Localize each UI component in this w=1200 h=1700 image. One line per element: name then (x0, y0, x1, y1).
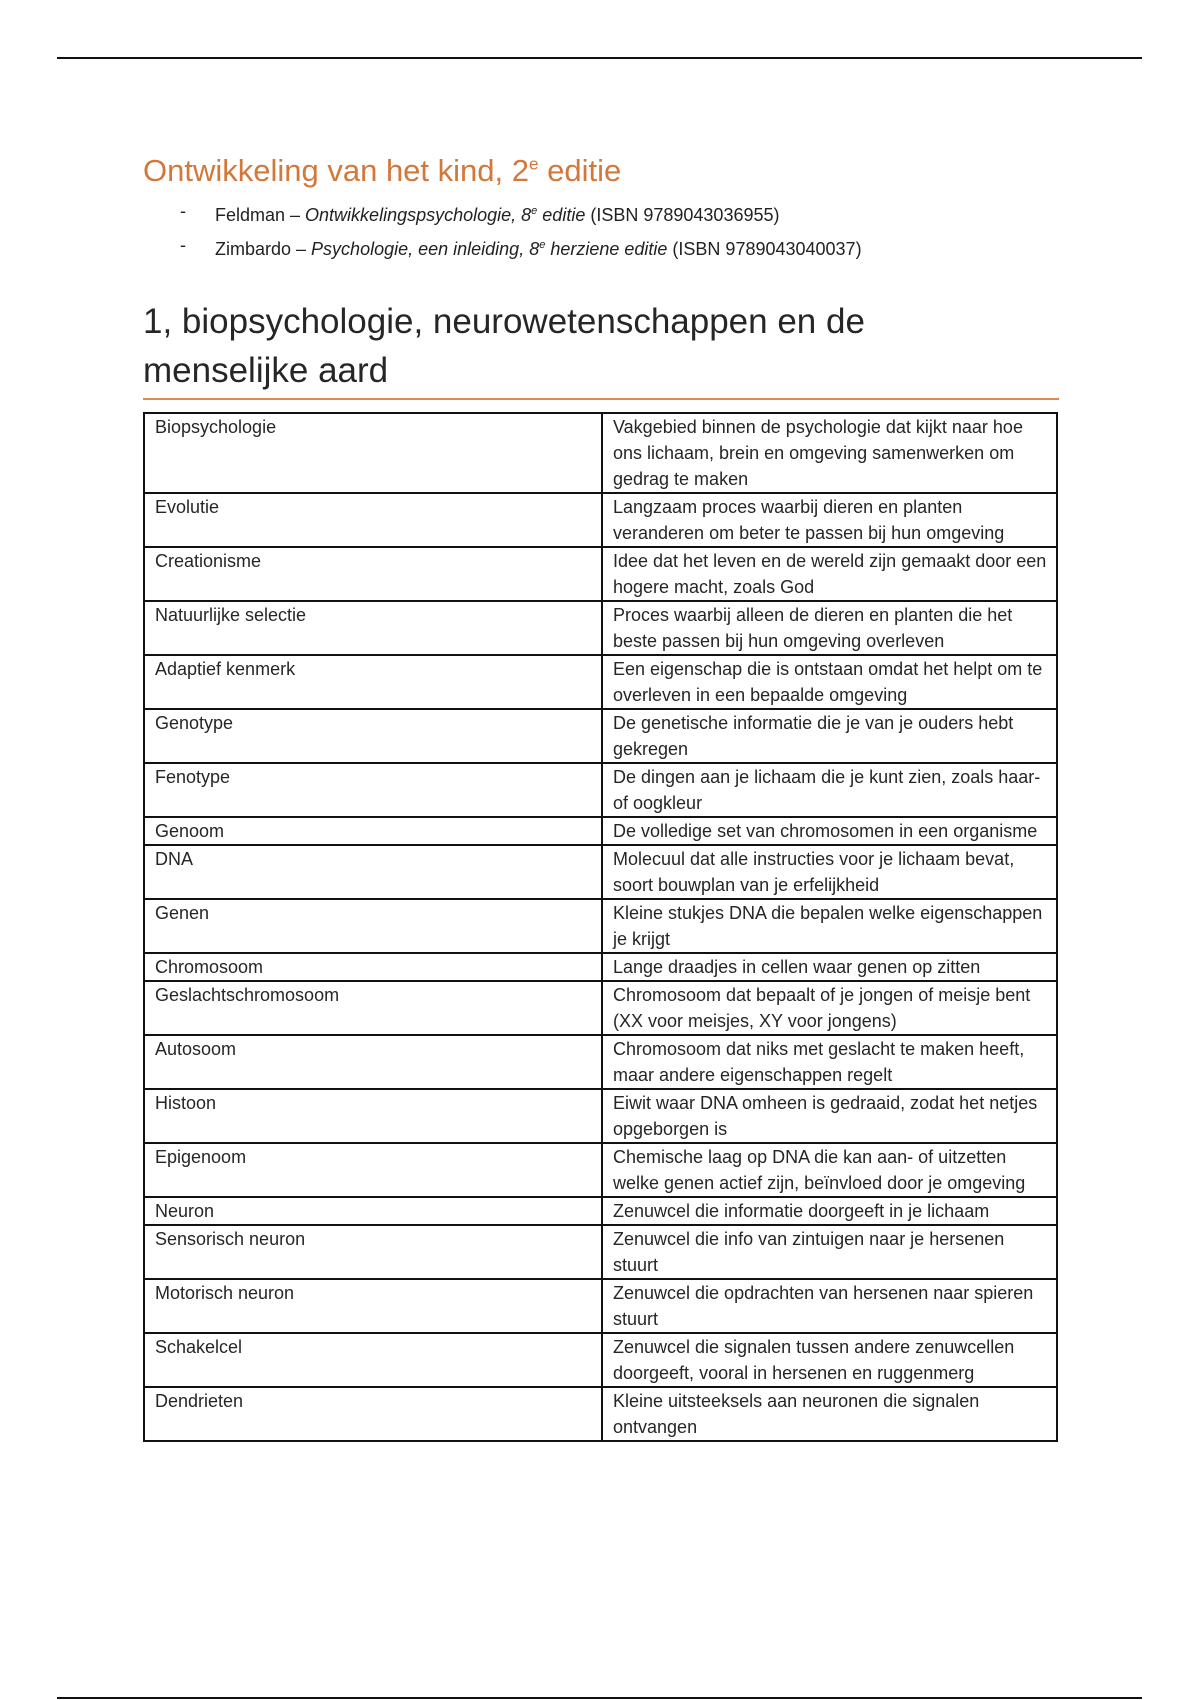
glossary-row (144, 845, 1057, 899)
glossary-definition: Chromosoom dat niks met geslacht te maken heeft, maar andere eigenschappen regelt (602, 1035, 1057, 1089)
glossary-term: Creationisme (144, 547, 602, 601)
glossary-row (144, 981, 1057, 1035)
glossary-row (144, 953, 1057, 981)
glossary-row (144, 1387, 1057, 1441)
glossary-row (144, 493, 1057, 547)
glossary-row (144, 655, 1057, 709)
glossary-definition: Eiwit waar DNA omheen is gedraaid, zodat het netjes opgeborgen is (602, 1089, 1057, 1143)
glossary-row (144, 1197, 1057, 1225)
glossary-term: DNA (144, 845, 602, 899)
glossary-definition: Zenuwcel die opdrachten van hersenen naar spieren stuurt (602, 1279, 1057, 1333)
glossary-definition: De genetische informatie die je van je ouders hebt gekregen (602, 709, 1057, 763)
bottom-rule (57, 1697, 1142, 1699)
glossary-term: Genotype (144, 709, 602, 763)
chapter-heading: 1, biopsychologie, neurowetenschappen en de menselijke aard (143, 302, 865, 390)
glossary-definition: Idee dat het leven en de wereld zijn gemaakt door een hogere macht, zoals God (602, 547, 1057, 601)
glossary-term: Epigenoom (144, 1143, 602, 1197)
glossary-term: Fenotype (144, 763, 602, 817)
glossary-term: Autosoom (144, 1035, 602, 1089)
glossary-term: Adaptief kenmerk (144, 655, 602, 709)
glossary-definition: Proces waarbij alleen de dieren en planten die het beste passen bij hun omgeving overleven (602, 601, 1057, 655)
glossary-definition: Zenuwcel die informatie doorgeeft in je lichaam (602, 1197, 1057, 1225)
glossary-definition: Een eigenschap die is ontstaan omdat het helpt om te overleven in een bepaalde omgeving (602, 655, 1057, 709)
glossary-row (144, 1089, 1057, 1143)
glossary-term: Histoon (144, 1089, 602, 1143)
glossary-row (144, 1225, 1057, 1279)
glossary-term: Sensorisch neuron (144, 1225, 602, 1279)
glossary-definition: Vakgebied binnen de psychologie dat kijkt naar hoe ons lichaam, brein en omgeving samenwerken om gedrag te maken (602, 413, 1057, 493)
document-title: Ontwikkeling van het kind, 2e editie (143, 153, 622, 188)
glossary-definition: Kleine stukjes DNA die bepalen welke eigenschappen je krijgt (602, 899, 1057, 953)
glossary-definition: Zenuwcel die signalen tussen andere zenuwcellen doorgeeft, vooral in hersenen en ruggenmerg (602, 1333, 1057, 1387)
glossary-definition: Chromosoom dat bepaalt of je jongen of meisje bent (XX voor meisjes, XY voor jongens) (602, 981, 1057, 1035)
glossary-term: Dendrieten (144, 1387, 602, 1441)
glossary-term: Genoom (144, 817, 602, 845)
glossary-definition: De dingen aan je lichaam die je kunt zien, zoals haar- of oogkleur (602, 763, 1057, 817)
glossary-row (144, 547, 1057, 601)
glossary-definition: Molecuul dat alle instructies voor je lichaam bevat, soort bouwplan van je erfelijkheid (602, 845, 1057, 899)
glossary-term: Neuron (144, 1197, 602, 1225)
glossary-row (144, 817, 1057, 845)
reference-item: - Feldman – Ontwikkelingspsychologie, 8e editie (ISBN 9789043036955) (180, 201, 780, 225)
reference-item: - Zimbardo – Psychologie, een inleiding, 8e herziene editie (ISBN 9789043040037) (180, 235, 862, 259)
glossary-table (143, 412, 1058, 1442)
glossary-term: Evolutie (144, 493, 602, 547)
glossary-term: Schakelcel (144, 1333, 602, 1387)
glossary-row (144, 413, 1057, 493)
glossary-row (144, 1143, 1057, 1197)
glossary-term: Chromosoom (144, 953, 602, 981)
glossary-term: Natuurlijke selectie (144, 601, 602, 655)
glossary-definition: Kleine uitsteeksels aan neuronen die signalen ontvangen (602, 1387, 1057, 1441)
glossary-row (144, 709, 1057, 763)
glossary-row (144, 1333, 1057, 1387)
glossary-row (144, 1279, 1057, 1333)
top-rule (57, 57, 1142, 59)
glossary-definition: De volledige set van chromosomen in een organisme (602, 817, 1057, 845)
glossary-row (144, 899, 1057, 953)
glossary-definition: Chemische laag op DNA die kan aan- of uitzetten welke genen actief zijn, beïnvloed door je omgeving (602, 1143, 1057, 1197)
glossary-term: Geslachtschromosoom (144, 981, 602, 1035)
glossary-term: Biopsychologie (144, 413, 602, 493)
glossary-definition: Zenuwcel die info van zintuigen naar je hersenen stuurt (602, 1225, 1057, 1279)
glossary-term: Motorisch neuron (144, 1279, 602, 1333)
chapter-underline (143, 398, 1059, 400)
glossary-row (144, 763, 1057, 817)
glossary-term: Genen (144, 899, 602, 953)
glossary-row (144, 601, 1057, 655)
glossary-row (144, 1035, 1057, 1089)
glossary-definition: Lange draadjes in cellen waar genen op zitten (602, 953, 1057, 981)
reference-list (180, 196, 862, 264)
glossary-definition: Langzaam proces waarbij dieren en planten veranderen om beter te passen bij hun omgeving (602, 493, 1057, 547)
